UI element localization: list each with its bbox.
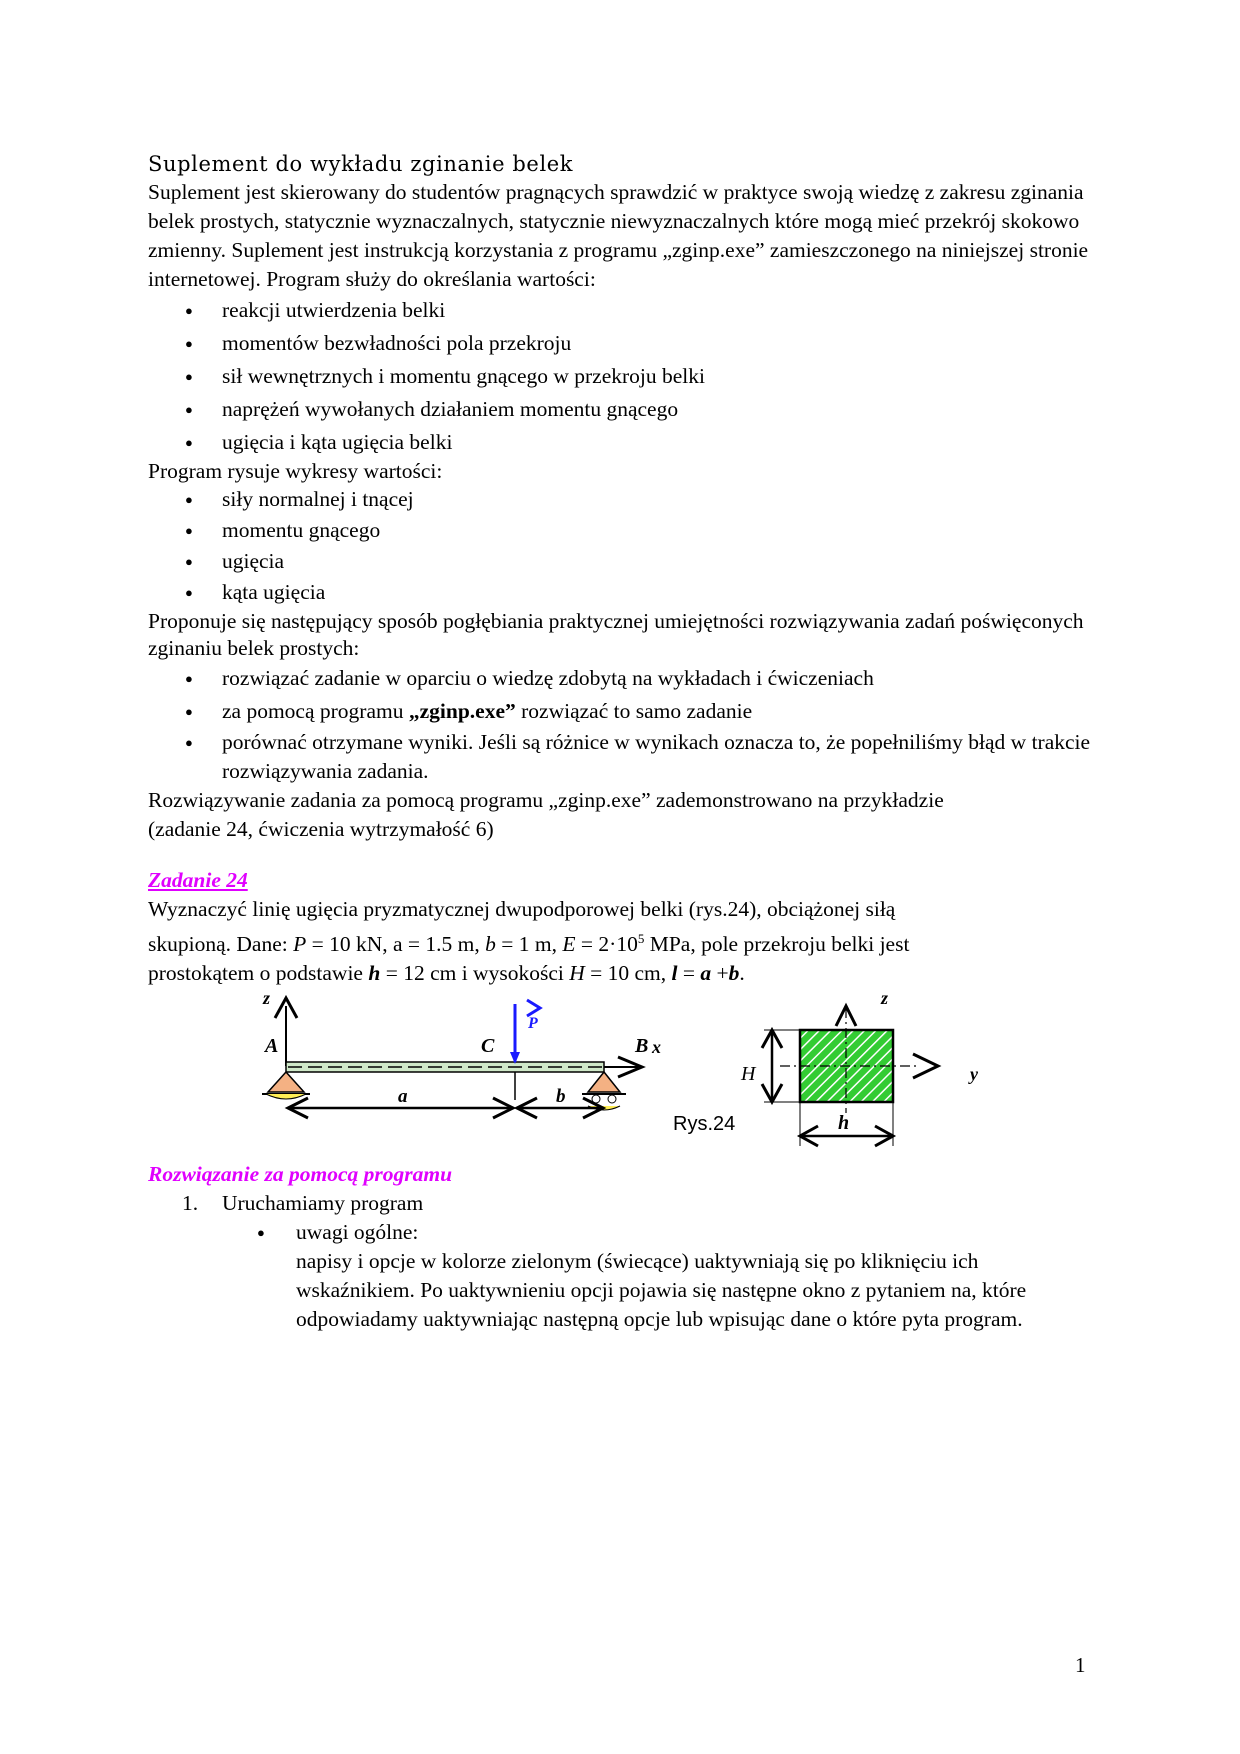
text-run: = 2·10 [575,932,638,957]
symbol-l: l [671,961,678,986]
text-run: (zadanie 24, ćwiczenia wytrzymałość 6) [148,817,494,841]
task-heading [148,866,1098,895]
page-number: 1 [1075,1653,1086,1677]
task-text [148,895,1098,988]
program-name: „zginp.exe” [408,699,516,723]
label-B: B [635,1035,649,1058]
symbol-E: E [562,932,576,957]
symbol-b: b [728,961,740,986]
beam-diagram [148,988,1098,1160]
list-item: ● naprężeń wywołanych działaniem momentu gnącego [148,393,1098,426]
step-number: 1. [182,1191,199,1216]
support-A [262,1072,310,1099]
text-run: Rozwiązywanie zadania za pomocą programu „zginp.exe” zademonstrowano na przykładzie [148,788,944,812]
demo-text [148,786,1098,844]
method-list [148,662,1098,786]
sub-item-label: uwagi ogólne: [296,1220,419,1245]
symbol-H: H [569,961,585,986]
text-run: = 12 cm i wysokości [380,961,570,986]
sub-item-text: napisy i opcje w kolorze zielonym (świecące) uaktywniają się po kliknięciu ich wskaźnikiem. Po uaktywnieniu opcji pojawia się następne okno z pytaniem na, które odpowiadamy uaktywniając następną opcje lub wpisując dane o które pyta program. [296,1249,1027,1332]
text-run: za pomocą programu [222,699,409,723]
label-x: x [652,1037,661,1058]
text-run: = 10 cm, [584,961,672,986]
sub-item [222,1218,1098,1334]
cross-section [762,1006,938,1146]
list-item: ● ugięcia i kąta ugięcia belki [148,426,1098,459]
section-label-z: z [881,988,889,1009]
list-item: ● porównać otrzymane wyniki. Jeśli są różnice w wynikach oznacza to, że popełniliśmy błąd w trakcie rozwiązywania zadania. [148,728,1098,786]
list-item: ● momentu gnącego [148,515,1098,546]
text-run: skupioną. Dane: [148,932,294,957]
symbol-b: b [485,932,496,957]
text-run: = 1 m, [495,932,563,957]
values-list [148,294,1098,459]
symbol-P: P [293,932,307,957]
figure-rys24 [148,988,1098,1160]
figure-caption: Rys.24 [673,1113,736,1136]
label-A: A [265,1035,279,1058]
exponent: 5 [637,931,645,946]
method-intro: Proponuje się następujący sposób pogłębiania praktycznej umiejętności rozwiązywania zadań poświęconych zginaniu belek prostych: [148,609,1084,660]
section-label-h: h [838,1112,850,1135]
list-item: ● siły normalnej i tnącej [148,484,1098,515]
text-run: + [711,961,729,986]
label-b: b [556,1086,566,1108]
task-heading-link[interactable]: Zadanie 24 [148,868,248,892]
text-run: = [677,961,701,986]
solution-heading-text: Rozwiązanie za pomocą programu [148,1162,453,1187]
list-item: ● momentów bezwładności pola przekroju [148,327,1098,360]
intro-paragraph: Suplement jest skierowany do studentów pragnących sprawdzić w praktyce swoją wiedzę z zakresu zginania belek prostych, statycznie wyznaczalnych, statycznie niewyznaczalnych które mogą mieć przekrój skokowo zmienny. Suplement jest instrukcją korzystania z programu „zginp.exe” zamieszczonego na niniejszej stronie internetowej. Program służy do określania wartości: [148,180,1089,291]
step-text: Uruchamiamy program [222,1191,424,1216]
list-item: ● reakcji utwierdzenia belki [148,294,1098,327]
symbol-a: a [700,961,712,986]
text-run: prostokątem o podstawie [148,961,369,986]
document-title: Suplement do wykładu zginanie belek [148,152,574,176]
label-P: P [528,1015,538,1033]
list-item [148,695,1098,728]
text-run: = 10 kN, a = 1.5 m, [306,932,486,957]
steps-list [148,1189,1098,1334]
sub-list [222,1218,1098,1334]
label-z: z [263,988,271,1009]
symbol-h: h [368,961,381,986]
list-item: ● kąta ugięcia [148,577,1098,608]
label-C: C [481,1035,495,1058]
list-item: ● sił wewnętrznych i momentu gnącego w przekroju belki [148,360,1098,393]
text-run: . [739,961,745,986]
x-axis-arrow [604,1057,642,1077]
list-item: ● rozwiązać zadanie w oparciu o wiedzę zdobytą na wykładach i ćwiczeniach [148,662,1098,695]
solution-heading [148,1160,1098,1189]
label-a: a [398,1086,408,1108]
force-P-arrow [510,1000,540,1064]
text-run: Wyznaczyć linię ugięcia pryzmatycznej dwupodporowej belki (rys.24), obciążonej siłą [148,897,896,921]
text-run: rozwiązać to samo zadanie [515,699,753,723]
section-label-y: y [970,1064,978,1085]
document-page [148,150,1098,1334]
charts-intro: Program rysuje wykresy wartości: [148,459,443,483]
step-item [148,1189,1098,1334]
section-label-H: H [741,1063,756,1086]
text-run: MPa, pole przekroju belki jest [644,932,910,957]
charts-list [148,484,1098,608]
list-item: ● ugięcia [148,546,1098,577]
section-y-arrow [913,1054,938,1078]
